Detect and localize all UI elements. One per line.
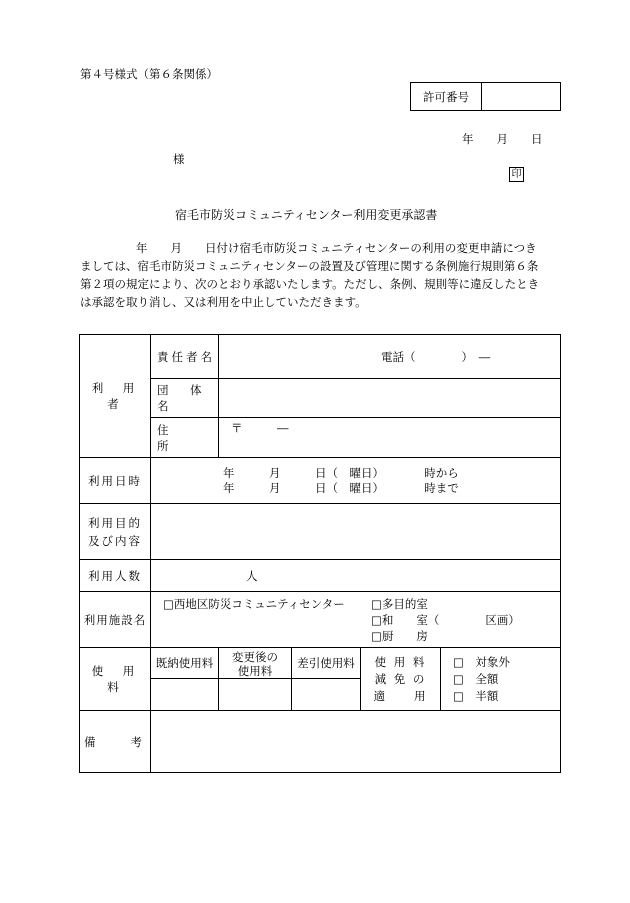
address-field[interactable] — [219, 418, 561, 458]
body-line: 年 月 日付け宿毛市防災コミュニティセンターの利用の変更申請につき — [136, 241, 537, 255]
facility-room1-checkbox[interactable]: □多目的室 — [371, 597, 428, 611]
datetime-from: 年 月 日（ 曜日） 時から — [223, 465, 459, 480]
issue-date: 年 月 日 — [462, 132, 543, 146]
purpose-label — [80, 504, 151, 560]
group-name-label: 団 体 名 — [151, 379, 219, 418]
paid-fee-header: 既納使用料 — [151, 648, 219, 679]
purpose-label-line: 利用目的 — [88, 515, 142, 530]
remarks-label: 備 考 — [80, 711, 151, 773]
fee-reduction-label — [361, 648, 441, 711]
form-number-label: 第４号様式（第６条関係） — [80, 67, 218, 81]
purpose-field[interactable] — [151, 504, 561, 560]
count-field[interactable] — [151, 560, 561, 592]
count-label: 利用人数 — [80, 560, 151, 592]
fee-reduction-line: 適 用 — [373, 688, 428, 703]
datetime-field[interactable] — [151, 458, 561, 504]
changed-fee-header — [219, 648, 292, 679]
group-name-field[interactable] — [219, 379, 561, 418]
purpose-label-line: 及び内容 — [88, 533, 142, 548]
document-title: 宿毛市防災コミュニティセンター利用変更承認書 — [175, 208, 438, 222]
diff-fee-field[interactable] — [292, 679, 361, 711]
body-line: は承認を取り消し、又は利用を中止していただきます。 — [80, 295, 367, 309]
fee-reduction-line: 減 免 の — [374, 671, 427, 686]
facility-room3-checkbox[interactable]: □厨 房 — [371, 629, 428, 643]
responsible-name-label: 責任者名 — [151, 335, 219, 379]
permit-number-box — [410, 82, 561, 111]
permit-number-label: 許可番号 — [411, 83, 482, 110]
facility-label: 利用施設名 — [80, 592, 151, 648]
changed-fee-field[interactable] — [219, 679, 292, 711]
option-exempt-checkbox[interactable]: □ 対象外 — [453, 654, 510, 669]
changed-fee-line: 変更後の — [232, 650, 278, 664]
facility-room2-checkbox[interactable]: □和 室（ 区画） — [371, 613, 520, 627]
remarks-field[interactable] — [151, 711, 561, 773]
count-unit: 人 — [246, 568, 258, 583]
body-line: ましては、宿毛市防災コミュニティセンターの設置及び管理に関する条例施行規則第６条 — [80, 259, 539, 273]
datetime-to: 年 月 日（ 曜日） 時まで — [223, 480, 459, 495]
permit-number-value[interactable] — [482, 83, 560, 110]
address-label: 住 所 — [151, 418, 219, 458]
body-paragraph — [80, 239, 560, 311]
addressee-honorific: 様 — [173, 152, 185, 166]
responsible-name-field[interactable] — [219, 335, 561, 379]
approval-table — [79, 334, 561, 773]
changed-fee-line: 使用料 — [237, 664, 273, 678]
fee-reduction-line: 使 用 料 — [374, 654, 427, 669]
option-half-checkbox[interactable]: □ 半額 — [453, 688, 499, 703]
phone-field: 電話（ ） ― — [381, 349, 491, 364]
fee-reduction-options — [441, 648, 561, 711]
postal-code: 〒 ― — [231, 421, 289, 435]
diff-fee-header: 差引使用料 — [292, 648, 361, 679]
option-full-checkbox[interactable]: □ 全額 — [453, 671, 499, 686]
paid-fee-field[interactable] — [151, 679, 219, 711]
facility-center-checkbox[interactable]: □西地区防災コミュニティセンター — [163, 597, 345, 611]
datetime-label: 利用日時 — [80, 458, 151, 504]
fee-label: 使 用 料 — [80, 648, 151, 711]
seal-stamp: 印 — [509, 167, 524, 182]
facility-field — [151, 592, 561, 648]
user-label: 利 用 者 — [80, 335, 151, 458]
body-line: 第２項の規定により、次のとおり承認いたします。ただし、条例、規則等に違反したとき — [80, 277, 540, 291]
